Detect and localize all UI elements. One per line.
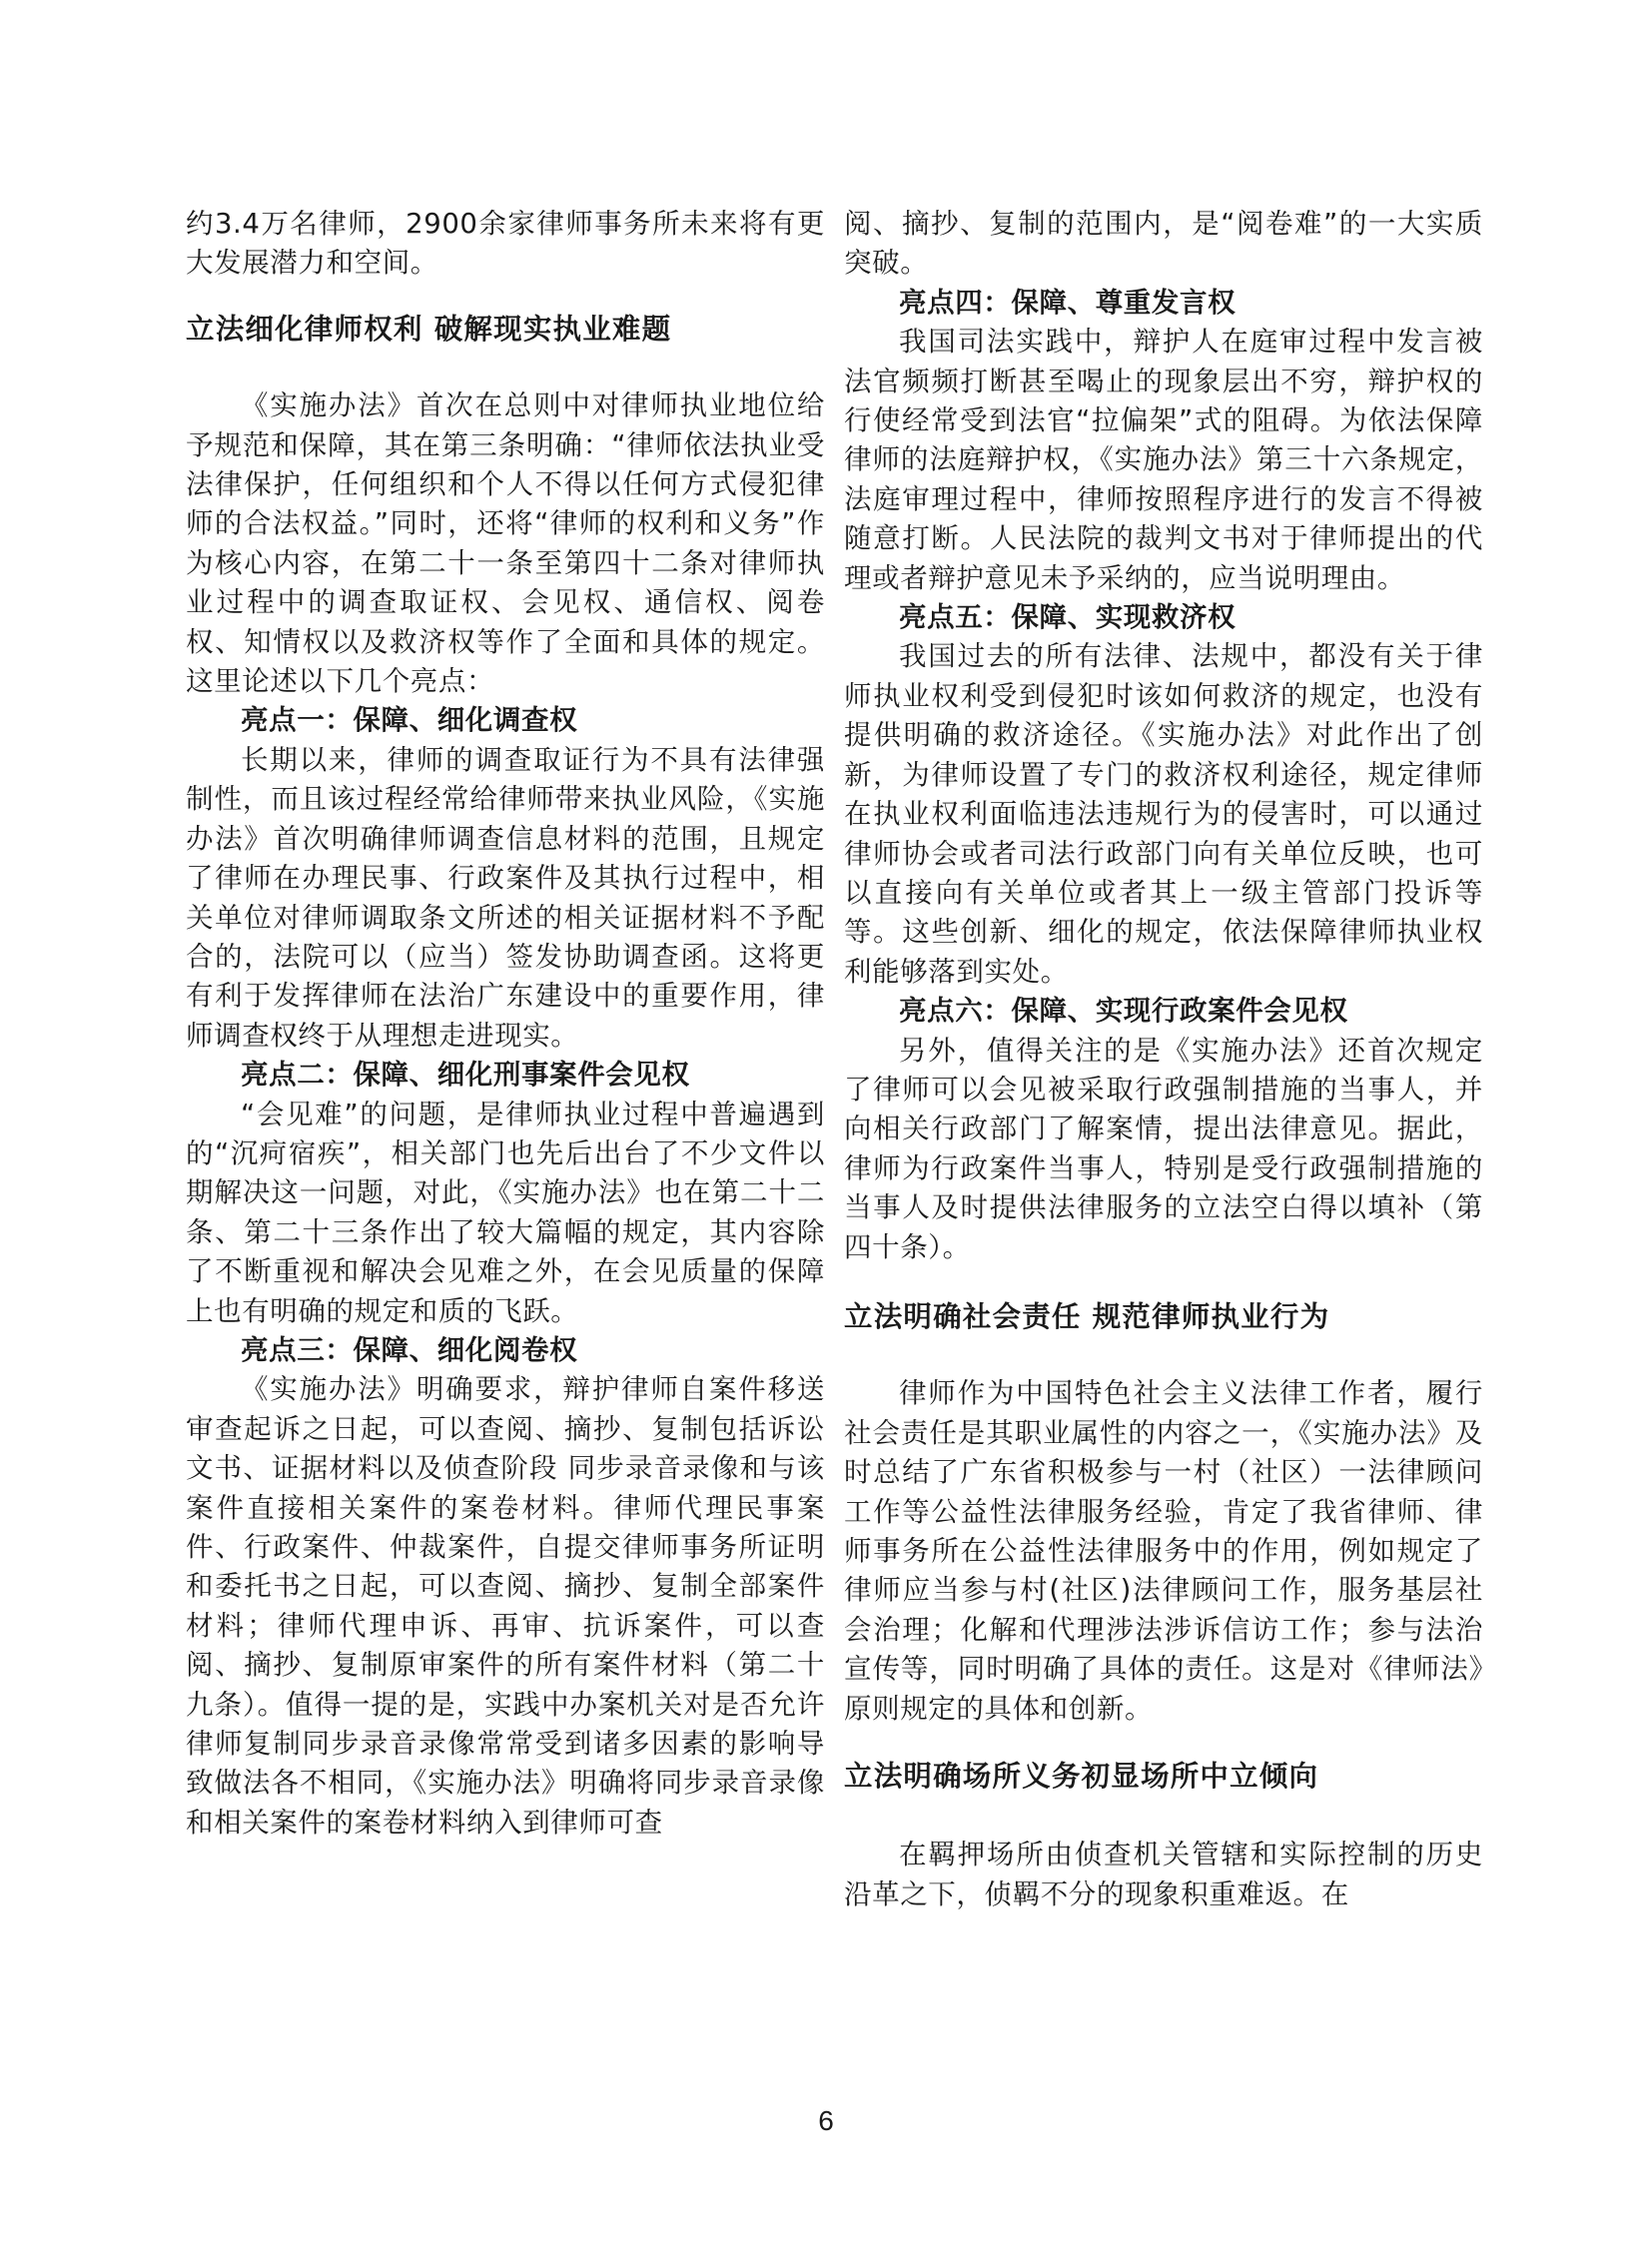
- highlight-heading-3: 亮点三：保障、细化阅卷权: [241, 1333, 578, 1366]
- highlight-heading-1: 亮点一：保障、细化调查权: [241, 704, 578, 737]
- body-paragraph: 长期以来，律师的调查取证行为不具有法律强制性，而且该过程经常给律师带来执业风险，《实施办法》首次明确律师调查信息材料的范围，且规定了律师在办理民事、行政案件及其执行过程中，相关单位对律师调取条文所述的相关证据材料不予配合的，法院可以（应当）签发协助调查函。这将更有利于发挥律师在法治广东建设中的重要作用，律师调查权终于从理想走进现实。: [186, 743, 825, 1052]
- highlight-heading-2: 亮点二：保障、细化刑事案件会见权: [241, 1059, 690, 1092]
- body-paragraph: 《实施办法》明确要求，辩护律师自案件移送审查起诉之日起，可以查阅、摘抄、复制包括诉讼文书、证据材料以及侦查阶段 同步录音录像和与该案件直接相关案件的案卷材料。律师代理民事案件、行政案件、仲裁案件，自提交律师事务所证明和委托书之日起，可以查阅、摘抄、复制全部案件材料；律师代理申诉、再审、抗诉案件，可以查阅、摘抄、复制原审案件的所有案件材料（第二十九条）。值得一提的是，实践中办案机关对是否允许律师复制同步录音录像常常受到诸多因素的影响导致做法各不相同，《实施办法》明确将同步录音录像和相关案件的案卷材料纳入到律师可查: [186, 1373, 825, 1839]
- body-paragraph: 在羁押场所由侦查机关管辖和实际控制的历史沿革之下，侦羁不分的现象积重难返。在: [844, 1839, 1483, 1910]
- body-paragraph: 另外，值得关注的是《实施办法》还首次规定了律师可以会见被采取行政强制措施的当事人，并向相关行政部门了解案情，提出法律意见。据此，律师为行政案件当事人，特别是受行政强制措施的当事人及时提供法律服务的立法空白得以填补（第四十条）。: [844, 1034, 1483, 1263]
- left-column: [186, 205, 825, 1843]
- body-paragraph: 《实施办法》首次在总则中对律师执业地位给予规范和保障，其在第三条明确：“律师依法执业受法律保护，任何组织和个人不得以任何方式侵犯律师的合法权益。”同时，还将“律师的权利和义务”作为核心内容，在第二十一条至第四十二条对律师执业过程中的调查取证权、会见权、通信权、阅卷权、知情权以及救济权等作了全面和具体的规定。这里论述以下几个亮点：: [186, 389, 825, 698]
- right-column: [844, 205, 1483, 1914]
- body-paragraph: “会见难”的问题，是律师执业过程中普遍遇到的“沉疴宿疾”，相关部门也先后出台了不少文件以期解决这一问题，对此，《实施办法》也在第二十二条、第二十三条作出了较大篇幅的规定，其内容除了不断重视和解决会见难之外，在会见质量的保障上也有明确的规定和质的飞跃。: [186, 1098, 825, 1327]
- highlight-heading-5: 亮点五：保障、实现救济权: [899, 601, 1237, 634]
- section-heading-detention-venue: 立法明确场所义务初显场所中立倾向: [844, 1760, 1319, 1794]
- highlight-heading-6: 亮点六：保障、实现行政案件会见权: [899, 995, 1348, 1028]
- body-paragraph: 律师作为中国特色社会主义法律工作者，履行社会责任是其职业属性的内容之一，《实施办法》及时总结了广东省积极参与一村（社区）一法律顾问工作等公益性法律服务经验，肯定了我省律师、律师事务所在公益性法律服务中的作用，例如规定了律师应当参与村(社区)法律顾问工作，服务基层社会治理；化解和代理涉法涉诉信访工作；参与法治宣传等，同时明确了具体的责任。这是对《律师法》原则规定的具体和创新。: [844, 1377, 1483, 1725]
- continued-paragraph: 约3.4万名律师，2900余家律师事务所未来将有更大发展潜力和空间。: [186, 208, 825, 280]
- highlight-heading-4: 亮点四：保障、尊重发言权: [899, 286, 1237, 319]
- body-paragraph: 我国司法实践中，辩护人在庭审过程中发言被法官频频打断甚至喝止的现象层出不穷，辩护权的行使经常受到法官“拉偏架”式的阻碍。为依法保障律师的法庭辩护权，《实施办法》第三十六条规定，法庭审理过程中，律师按照程序进行的发言不得被随意打断。人民法院的裁判文书对于律师提出的代理或者辩护意见未予采纳的，应当说明理由。: [844, 326, 1483, 594]
- section-heading-responsibility: 立法明确社会责任 规范律师执业行为: [844, 1299, 1330, 1333]
- section-heading-rights: 立法细化律师权利 破解现实执业难题: [186, 312, 672, 346]
- continued-paragraph: 阅、摘抄、复制的范围内，是“阅卷难”的一大实质突破。: [844, 208, 1483, 280]
- page-number: 6: [818, 2105, 834, 2136]
- body-paragraph: 我国过去的所有法律、法规中，都没有关于律师执业权利受到侵犯时该如何救济的规定，也没有提供明确的救济途径。《实施办法》对此作出了创新，为律师设置了专门的救济权利途径，规定律师在执业权利面临违法违规行为的侵害时，可以通过律师协会或者司法行政部门向有关单位反映，也可以直接向有关单位或者其上一级主管部门投诉等等。这些创新、细化的规定，依法保障律师执业权利能够落到实处。: [844, 640, 1483, 988]
